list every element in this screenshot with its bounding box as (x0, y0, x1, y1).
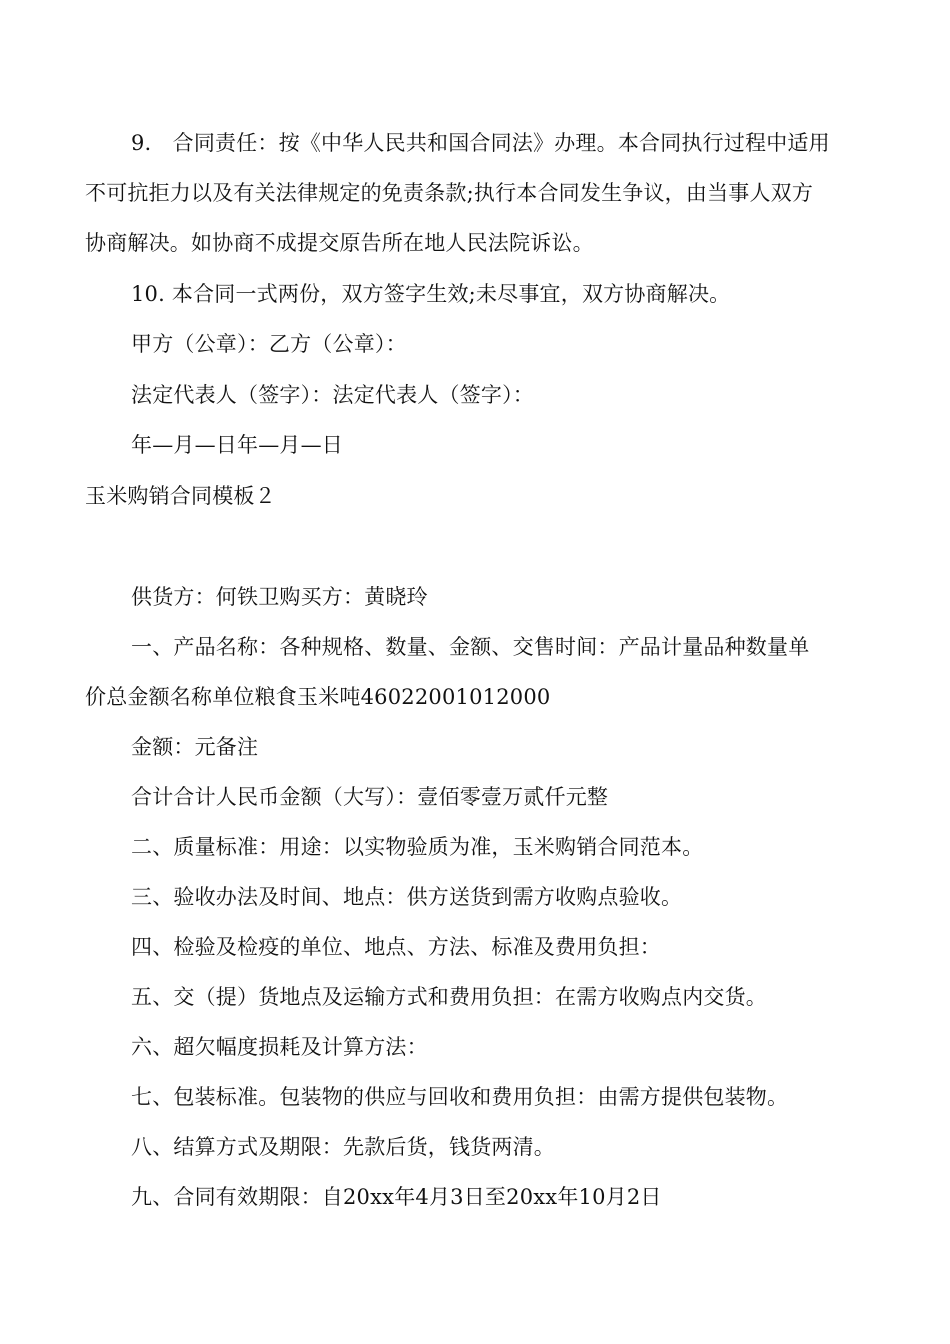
clause-9-line-1: 9. 合同责任：按《中华人民共和国合同法》办理。本合同执行过程中适用 (131, 131, 830, 155)
item-5: 五、交（提）货地点及运输方式和费用负担：在需方收购点内交货。 (131, 985, 767, 1009)
item-4: 四、检验及检疫的单位、地点、方法、标准及费用负担： (131, 935, 661, 959)
parties-line: 供货方：何铁卫购买方：黄晓玲 (131, 585, 428, 609)
party-seals-line: 甲方（公章）：乙方（公章）： (131, 332, 407, 356)
item-9: 九、合同有效期限：自20xx年4月3日至20xx年10月2日 (131, 1185, 662, 1209)
total-line: 合计合计人民币金额（大写）：壹佰零壹万贰仟元整 (131, 785, 609, 809)
item-1-line-1: 一、产品名称：各种规格、数量、金额、交售时间：产品计量品种数量单 (131, 635, 810, 659)
section-title: 玉米购销合同模板２ (85, 484, 276, 508)
date-line: 年—月—日年—月—日 (131, 433, 343, 457)
item-2: 二、质量标准：用途：以实物验质为准，玉米购销合同范本。 (131, 835, 704, 859)
item-1-line-2: 价总金额名称单位粮食玉米吨46022001012000 (85, 685, 551, 709)
item-7: 七、包装标准。包装物的供应与回收和费用负担：由需方提供包装物。 (131, 1085, 789, 1109)
clause-10: 10. 本合同一式两份，双方签字生效;未尽事宜，双方协商解决。 (131, 282, 731, 306)
legal-representatives-line: 法定代表人（签字）：法定代表人（签字）： (131, 383, 534, 407)
clause-9-line-3: 协商解决。如协商不成提交原告所在地人民法院诉讼。 (85, 231, 594, 255)
amount-line: 金额：元备注 (131, 735, 259, 759)
item-6: 六、超欠幅度损耗及计算方法： (131, 1035, 428, 1059)
clause-9-line-2: 不可抗拒力以及有关法律规定的免责条款;执行本合同发生争议，由当事人双方 (85, 181, 814, 205)
item-8: 八、结算方式及期限：先款后货，钱货两清。 (131, 1135, 555, 1159)
item-3: 三、验收办法及时间、地点：供方送货到需方收购点验收。 (131, 885, 683, 909)
